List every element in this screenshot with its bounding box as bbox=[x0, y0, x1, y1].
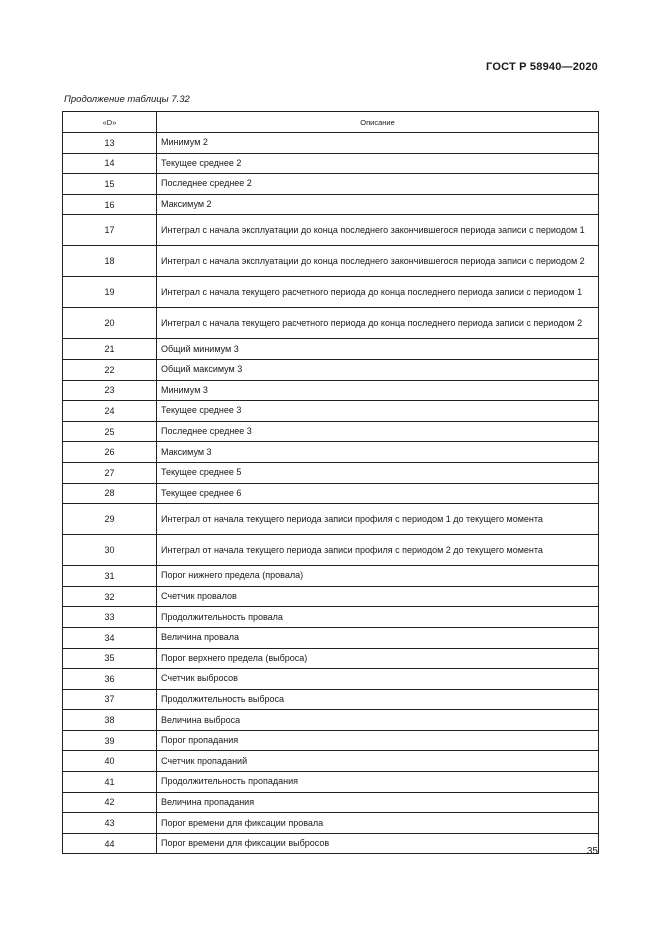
row-description: Последнее среднее 2 bbox=[157, 174, 599, 195]
row-description: Текущее среднее 2 bbox=[157, 153, 599, 174]
table-row bbox=[63, 504, 599, 535]
row-description: Интеграл от начала текущего периода записи профиля с периодом 1 до текущего момента bbox=[157, 504, 599, 535]
table-row bbox=[63, 246, 599, 277]
row-description: Интеграл с начала эксплуатации до конца последнего закончившегося периода записи с периодом 2 bbox=[157, 246, 599, 277]
row-description: Текущее среднее 5 bbox=[157, 462, 599, 483]
row-description: Текущее среднее 3 bbox=[157, 401, 599, 422]
table-row bbox=[63, 833, 599, 854]
table-row bbox=[63, 215, 599, 246]
table-row bbox=[63, 669, 599, 690]
row-d-value: 25 bbox=[63, 421, 157, 442]
table-row bbox=[63, 792, 599, 813]
row-d-value: 17 bbox=[63, 215, 157, 246]
row-description: Порог времени для фиксации выбросов bbox=[157, 833, 599, 854]
table-row bbox=[63, 380, 599, 401]
row-d-value: 15 bbox=[63, 174, 157, 195]
table-row bbox=[63, 566, 599, 587]
table-row bbox=[63, 133, 599, 154]
row-description: Минимум 2 bbox=[157, 133, 599, 154]
row-description: Порог времени для фиксации провала bbox=[157, 813, 599, 834]
table-row bbox=[63, 339, 599, 360]
row-d-value: 23 bbox=[63, 380, 157, 401]
row-description: Максимум 2 bbox=[157, 194, 599, 215]
table-row bbox=[63, 421, 599, 442]
row-description: Интеграл с начала текущего расчетного периода до конца последнего периода записи с периодом 2 bbox=[157, 308, 599, 339]
row-description: Величина провала bbox=[157, 627, 599, 648]
row-description: Текущее среднее 6 bbox=[157, 483, 599, 504]
row-d-value: 14 bbox=[63, 153, 157, 174]
row-d-value: 41 bbox=[63, 772, 157, 793]
table-row bbox=[63, 607, 599, 628]
table-row bbox=[63, 751, 599, 772]
row-d-value: 13 bbox=[63, 133, 157, 154]
table-row bbox=[63, 535, 599, 566]
table-row bbox=[63, 359, 599, 380]
row-d-value: 24 bbox=[63, 401, 157, 422]
table-row bbox=[63, 710, 599, 731]
row-description: Продолжительность выброса bbox=[157, 689, 599, 710]
table-row bbox=[63, 401, 599, 422]
row-d-value: 37 bbox=[63, 689, 157, 710]
row-d-value: 38 bbox=[63, 710, 157, 731]
table-row bbox=[63, 772, 599, 793]
row-description: Продолжительность пропадания bbox=[157, 772, 599, 793]
row-description: Величина выброса bbox=[157, 710, 599, 731]
table-row bbox=[63, 194, 599, 215]
table-row bbox=[63, 308, 599, 339]
row-description: Интеграл с начала эксплуатации до конца последнего закончившегося периода записи с периодом 1 bbox=[157, 215, 599, 246]
row-d-value: 30 bbox=[63, 535, 157, 566]
row-description: Общий минимум 3 bbox=[157, 339, 599, 360]
row-d-value: 39 bbox=[63, 730, 157, 751]
row-description: Счетчик пропаданий bbox=[157, 751, 599, 772]
row-description: Интеграл с начала текущего расчетного периода до конца последнего периода записи с периодом 1 bbox=[157, 277, 599, 308]
page-number: 35 bbox=[586, 846, 598, 857]
table-row bbox=[63, 813, 599, 834]
table-header-row bbox=[63, 112, 599, 133]
row-description: Порог верхнего предела (выброса) bbox=[157, 648, 599, 669]
row-description: Порог пропадания bbox=[157, 730, 599, 751]
document-id: ГОСТ Р 58940—2020 bbox=[486, 61, 598, 73]
column-header-description: Описание bbox=[157, 112, 599, 133]
row-d-value: 34 bbox=[63, 627, 157, 648]
table-row bbox=[63, 174, 599, 195]
row-d-value: 32 bbox=[63, 586, 157, 607]
data-table bbox=[62, 111, 599, 854]
table-row bbox=[63, 689, 599, 710]
table-row bbox=[63, 627, 599, 648]
table-caption: Продолжение таблицы 7.32 bbox=[64, 94, 190, 105]
row-description: Продолжительность провала bbox=[157, 607, 599, 628]
table-row bbox=[63, 153, 599, 174]
table-row bbox=[63, 730, 599, 751]
row-d-value: 35 bbox=[63, 648, 157, 669]
row-description: Порог нижнего предела (провала) bbox=[157, 566, 599, 587]
row-d-value: 44 bbox=[63, 833, 157, 854]
table-row bbox=[63, 586, 599, 607]
table-row bbox=[63, 648, 599, 669]
row-d-value: 16 bbox=[63, 194, 157, 215]
row-description: Интеграл от начала текущего периода записи профиля с периодом 2 до текущего момента bbox=[157, 535, 599, 566]
row-description: Общий максимум 3 bbox=[157, 359, 599, 380]
row-d-value: 31 bbox=[63, 566, 157, 587]
row-d-value: 40 bbox=[63, 751, 157, 772]
row-d-value: 36 bbox=[63, 669, 157, 690]
table-row bbox=[63, 277, 599, 308]
table-row bbox=[63, 442, 599, 463]
table-row bbox=[63, 462, 599, 483]
row-d-value: 33 bbox=[63, 607, 157, 628]
row-d-value: 42 bbox=[63, 792, 157, 813]
row-description: Величина пропадания bbox=[157, 792, 599, 813]
row-d-value: 21 bbox=[63, 339, 157, 360]
row-d-value: 28 bbox=[63, 483, 157, 504]
table-row bbox=[63, 483, 599, 504]
row-d-value: 19 bbox=[63, 277, 157, 308]
row-d-value: 29 bbox=[63, 504, 157, 535]
row-description: Последнее среднее 3 bbox=[157, 421, 599, 442]
row-d-value: 27 bbox=[63, 462, 157, 483]
row-d-value: 20 bbox=[63, 308, 157, 339]
row-description: Минимум 3 bbox=[157, 380, 599, 401]
row-description: Максимум 3 bbox=[157, 442, 599, 463]
table-body bbox=[63, 133, 599, 854]
row-d-value: 43 bbox=[63, 813, 157, 834]
row-d-value: 18 bbox=[63, 246, 157, 277]
column-header-d: «D» bbox=[63, 112, 157, 133]
row-description: Счетчик выбросов bbox=[157, 669, 599, 690]
row-d-value: 26 bbox=[63, 442, 157, 463]
row-description: Счетчик провалов bbox=[157, 586, 599, 607]
row-d-value: 22 bbox=[63, 359, 157, 380]
